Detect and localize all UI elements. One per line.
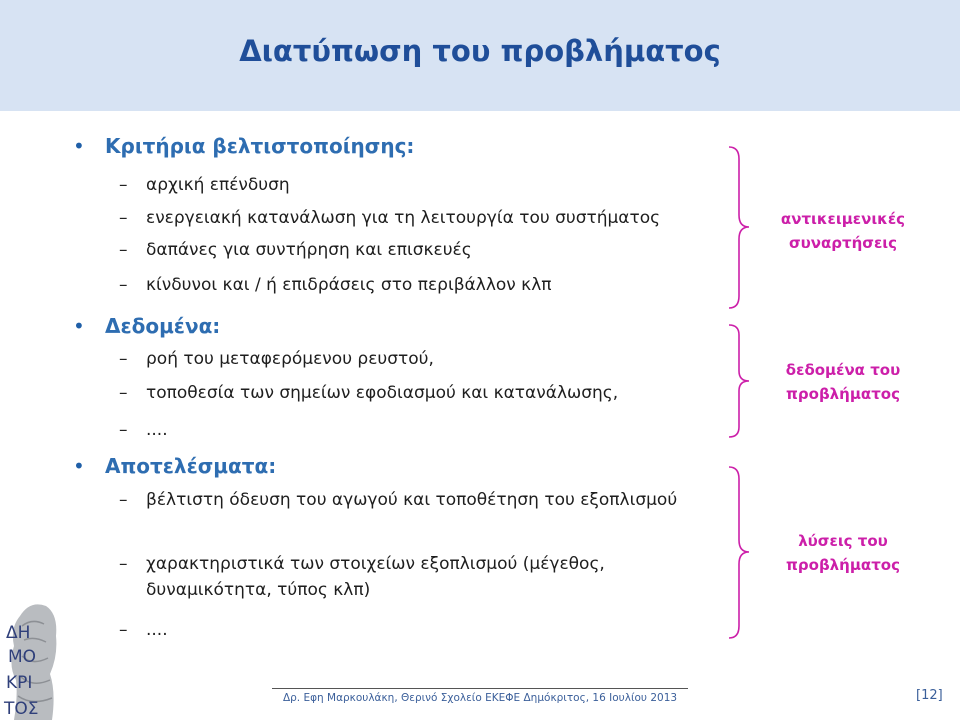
svg-text:ΤΟΣ: ΤΟΣ	[4, 699, 39, 719]
bullet-label: Αποτελέσματα:	[105, 454, 277, 478]
democritos-logo	[0, 596, 60, 720]
svg-text:ΚΡΙ: ΚΡΙ	[6, 673, 33, 693]
sub-item-text: ....	[146, 420, 168, 440]
page-number: [12]	[916, 688, 943, 703]
sub-item-text: βέλτιστη όδευση του αγωγού και τοποθέτηση του εξοπλισμού	[146, 490, 678, 510]
sub-item	[119, 417, 736, 443]
bullet-criteria	[73, 133, 414, 159]
annotation-problem-data	[753, 358, 933, 406]
sub-item	[119, 380, 736, 406]
sub-item-text: ενεργειακή κατανάλωση για τη λειτουργία του συστήματος	[146, 208, 661, 228]
annotation-line: προβλήματος	[786, 556, 900, 574]
annotation-line: λύσεις του	[798, 532, 888, 550]
right-brace-icon	[725, 145, 755, 310]
sub-item-text: χαρακτηριστικά των στοιχείων εξοπλισμού (μέγεθος, δυναμικότητα, τύπος κλπ)	[146, 554, 605, 600]
annotation-line: συναρτήσεις	[788, 234, 898, 252]
sub-item-text: ροή του μεταφερόμενου ρευστού,	[146, 349, 434, 369]
dash-marker: –	[119, 275, 128, 295]
sub-item	[119, 346, 736, 372]
dash-marker: –	[119, 208, 128, 228]
annotation-line: αντικειμενικές	[780, 210, 906, 228]
sub-item	[119, 205, 736, 231]
footer-divider	[272, 688, 688, 689]
bullet-label: Δεδομένα:	[105, 314, 221, 338]
sub-item-text: ....	[146, 620, 168, 640]
dash-marker: –	[119, 349, 128, 369]
sub-item-text: τοποθεσία των σημείων εφοδιασμού και κατανάλωσης,	[146, 383, 619, 403]
sub-item	[119, 487, 686, 513]
dash-marker: –	[119, 490, 128, 510]
bullet-marker: •	[73, 134, 85, 158]
sub-item-text: αρχική επένδυση	[146, 175, 290, 195]
sub-item-text: κίνδυνοι και / ή επιδράσεις στο περιβάλλον κλπ	[146, 275, 552, 295]
annotation-line: προβλήματος	[786, 385, 900, 403]
dash-marker: –	[119, 240, 128, 260]
annotation-problem-solutions	[753, 529, 933, 577]
sub-item	[119, 172, 736, 198]
sub-item	[119, 237, 736, 263]
bullet-data	[73, 313, 220, 339]
dash-marker: –	[119, 175, 128, 195]
annotation-line: δεδομένα του	[785, 361, 901, 379]
sub-item	[119, 551, 706, 603]
annotation-objective-functions	[753, 207, 933, 255]
sub-item	[119, 272, 736, 298]
right-brace-icon	[725, 323, 755, 439]
bullet-marker: •	[73, 454, 85, 478]
dash-marker: –	[119, 620, 128, 640]
svg-text:ΜΟ: ΜΟ	[8, 647, 37, 667]
dash-marker: –	[119, 420, 128, 440]
bullet-results	[73, 453, 276, 479]
sub-item-text: δαπάνες για συντήρηση και επισκευές	[146, 240, 472, 260]
bullet-marker: •	[73, 314, 85, 338]
slide-title: Διατύπωση του προβλήματος	[239, 34, 721, 68]
svg-text:ΔΗ: ΔΗ	[6, 623, 31, 643]
footer-text: Δρ. Εφη Μαρκουλάκη, Θερινό Σχολείο ΕΚΕΦΕ Δημόκριτος, 16 Ιουλίου 2013	[282, 692, 678, 704]
bullet-label: Κριτήρια βελτιστοποίησης:	[105, 134, 415, 158]
dash-marker: –	[119, 554, 128, 574]
dash-marker: –	[119, 383, 128, 403]
sub-item	[119, 617, 736, 643]
right-brace-icon	[725, 465, 755, 640]
